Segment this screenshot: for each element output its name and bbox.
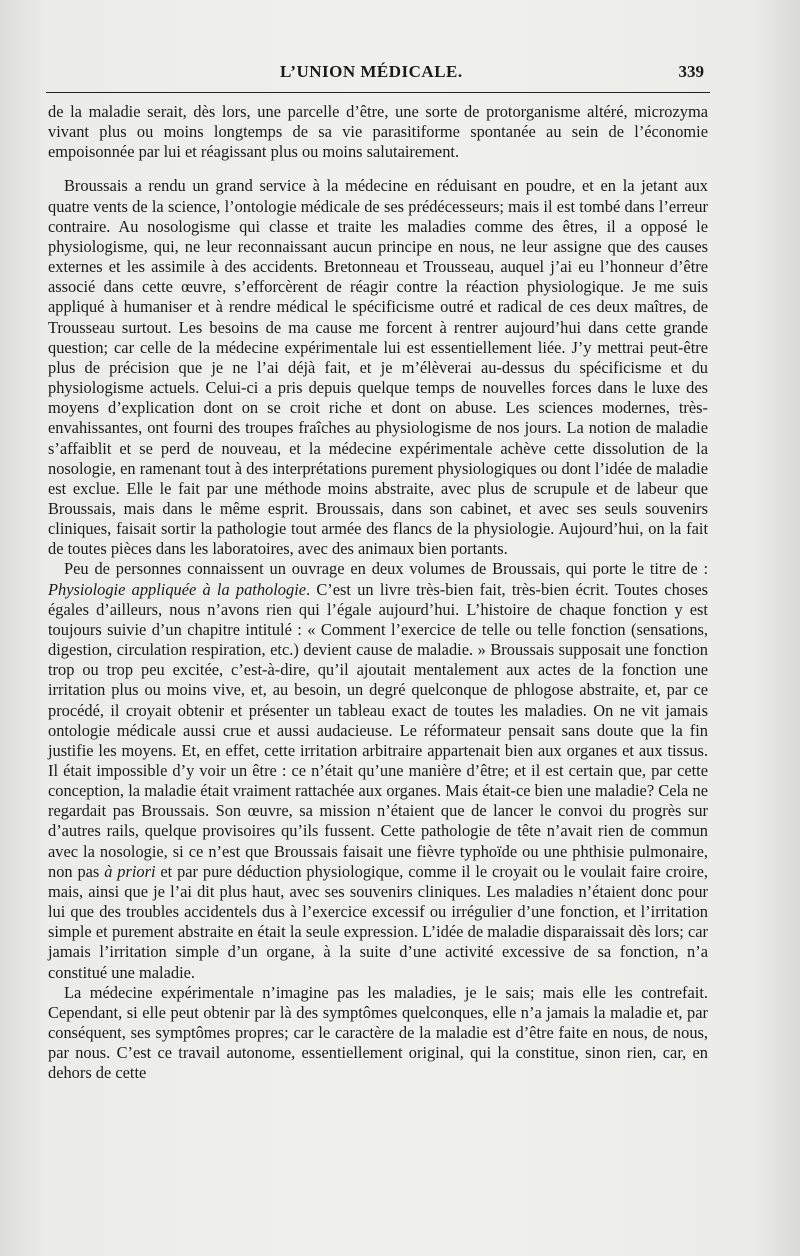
paragraph-text: Peu de personnes connaissent un ouvrage en deux volumes de Broussais, qui porte le titre de : <box>64 559 708 579</box>
book-title: Physiologie appliquée à la pathologie <box>48 579 307 599</box>
paragraph-text: . C’est un livre très-bien fait, très-bien écrit. Toutes choses égales d’ailleurs, nous n’avons rien qui l’égale aujourd’hui. L’histoire de chaque fonction y est toujours suivie d’un chapitre intitulé : « Comment l’exercice de telle ou telle fonction (sensations, digestion, circulation respiration, etc.) devient cause de maladie. » Broussais supposait une fonction trop ou trop peu excitée, c’est-à-dire, qu’il ajoutait mentalement aux actes de la fonction une irritation plus ou moins vive, et, au besoin, un degré quelconque de phlogose abstraite, et, par ce procédé, il croyait obtenir et présenter un tableau exact de toutes les maladies. On ne vit jamais ontologie médicale aussi crue et aussi audacieuse. Le réformateur pensait sans doute que la fin justifie les moyens. Et, en effet, cette irritation arbitraire appartenait bien aux organes et aux tissus. Il était impossible d’y voir un être : ce n’était qu’une manière d’être; et il est certain que, par cette conception, la maladie était vraiment rattachée aux organes. Mais était-ce bien une maladie? Cela ne regardait pas Broussais. Son œuvre, sa mission n’étaient que de lancer le convoi du progrès sur d’autres rails, quelque provisoires qu’ils fussent. Cette pathologie de tête n’avait rien de commun avec la nosologie, si ce n’est que Broussais faisait une fièvre typhoïde ou une phthisie pulmonaire, non pas <box>48 579 708 881</box>
running-title: L’UNION MÉDICALE. <box>280 62 463 81</box>
paragraph-continued: de la maladie serait, dès lors, une parcelle d’être, une sorte de protorganisme altéré, microzyma vivant plus ou moins longtemps de sa vie parasitiforme spontanée au sein de l’économie empoisonnée par lui et réagissant plus ou moins salutairement. <box>48 102 708 162</box>
page-number: 339 <box>678 62 704 81</box>
paragraph-broussais: Broussais a rendu un grand service à la médecine en réduisant en poudre, et en la jetant aux quatre vents de la science, l’ontologie médicale de ses prédécesseurs; mais il est tombé dans l’erreur contraire. Au nosologisme qui classe et traite les maladies comme des êtres, il a opposé le physiologisme, qui, ne leur reconnaissant aucun principe en nous, ne leur assigne que des causes externes et les assimile à des accidents. Bretonneau et Trousseau, auquel j’ai eu l’honneur d’être associé dans cette œuvre, s’efforcèrent de réagir contre la réaction physiologique. Je me suis appliqué à humaniser et à rendre médical le spécificisme outré et radical de ces deux maîtres, de Trousseau surtout. Les besoins de ma cause me forcent à rentrer aujourd’hui dans cette grande question; car celle de la médecine expérimentale lui est essentiellement liée. J’y mettrai peut-être plus de précision que je ne l’ai déjà fait, et je m’élèverai au-dessus du spécificisme et du physiologisme actuels. Celui-ci a pris depuis quelque temps de nouvelles forces dans le luxe des moyens d’explication dont on se croit riche et dont on abuse. Les sciences modernes, très-envahissantes, ont fourni des troupes fraîches au physiologisme de nos jours. La notion de maladie s’affaiblit et se perd de nouveau, et la médecine expérimentale achève cette dissolution de la nosologie, en ramenant tout à des interprétations purement physiologiques ou dont l’idée de maladie est exclue. Elle le fait par une méthode moins abstraite, avec plus de scrupule et de labeur que Broussais, mais dans le même esprit. Broussais, dans son cabinet, et avec ses seuls souvenirs cliniques, faisait sortir la pathologie tout armée des flancs de la physiologie. Aujourd’hui, on la fait de toutes pièces dans les laboratoires, avec des animaux bien portants. <box>48 176 708 559</box>
header-rule <box>46 92 710 93</box>
paragraph-medecine-experimentale: La médecine expérimentale n’imagine pas les maladies, je le sais; mais elle les contrefait. Cependant, si elle peut obtenir par là des symptômes quelconques, elle n’a jamais la maladie et, par conséquent, ses symptômes propres; car le caractère de la maladie est d’être faite en nous, de nous, par nous. C’est ce travail autonome, essentiellement original, qui la constitue, sinon rien, car, en dehors de cette <box>48 982 708 1083</box>
body-text <box>48 102 708 1084</box>
paragraph-text: et par pure déduction physiologique, comme il le croyait ou le voulait faire croire, mais, ainsi que je l’ai dit plus haut, avec ses souvenirs cliniques. Les maladies n’étaient donc pour lui que des troubles accidentels dus à l’exercice excessif ou irrégulier d’une fonction, et l’irritation simple et purement abstraite en était la seule expression. L’idée de maladie disparaissait dès lors; car jamais l’irritation simple d’un organe, à la suite d’une activité excessive de sa fonction, n’a constitué une maladie. <box>48 861 708 982</box>
page-header <box>48 60 708 86</box>
paragraph-physiologie <box>48 559 708 982</box>
a-priori-term: à priori <box>104 861 156 881</box>
